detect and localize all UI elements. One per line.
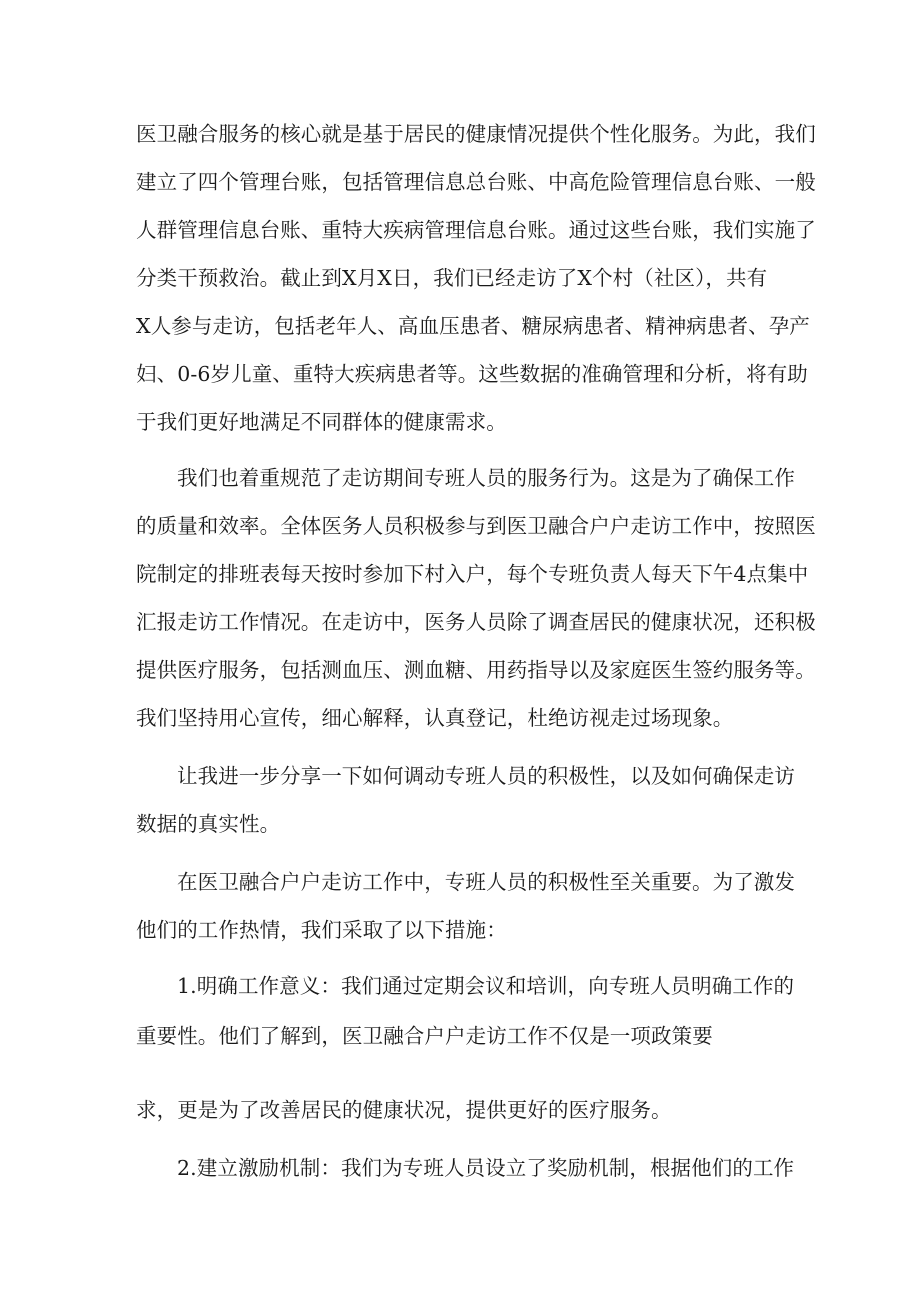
text-line: 我们也着重规范了走访期间专班人员的服务行为。这是为了确保工作 xyxy=(177,466,795,490)
text-line: 于我们更好地满足不同群体的健康需求。 xyxy=(136,410,507,434)
text-line: 求，更是为了改善居民的健康状况，提供更好的医疗服务。 xyxy=(136,1098,672,1122)
text-line: 我们坚持用心宣传，细心解释，认真登记，杜绝访视走过场现象。 xyxy=(136,706,734,730)
text-line: 人群管理信息台账、重特大疾病管理信息台账。通过这些台账，我们实施了 xyxy=(136,218,816,242)
text-line: 妇、0-6岁儿童、重特大疾病患者等。这些数据的准确管理和分析，将有助 xyxy=(136,362,808,386)
text-line: 重要性。他们了解到，医卫融合户户走访工作不仅是一项政策要 xyxy=(136,1024,713,1048)
text-line: 提供医疗服务，包括测血压、测血糖、用药指导以及家庭医生签约服务等。 xyxy=(136,658,816,682)
text-line: 让我进一步分享一下如何调动专班人员的积极性，以及如何确保走访 xyxy=(177,764,795,788)
text-line: 建立了四个管理台账，包括管理信息总台账、中高危险管理信息台账、一般 xyxy=(136,170,816,194)
text-line: 数据的真实性。 xyxy=(136,812,281,836)
text-line: 分类干预救治。截止到X月X日，我们已经走访了X个村（社区），共有 xyxy=(136,266,768,290)
text-line: 他们的工作热情，我们采取了以下措施： xyxy=(136,918,507,942)
text-line: 汇报走访工作情况。在走访中，医务人员除了调查居民的健康状况，还积极 xyxy=(136,610,816,634)
text-line: 1.明确工作意义：我们通过定期会议和培训，向专班人员明确工作的 xyxy=(177,974,795,998)
text-line: 院制定的排班表每天按时参加下村入户，每个专班负责人每天下午4点集中 xyxy=(136,562,809,586)
text-line: 的质量和效率。全体医务人员积极参与到医卫融合户户走访工作中，按照医 xyxy=(136,514,816,538)
text-line: X人参与走访，包括老年人、高血压患者、糖尿病患者、精神病患者、孕产 xyxy=(136,314,810,338)
text-line: 在医卫融合户户走访工作中，专班人员的积极性至关重要。为了激发 xyxy=(177,870,795,894)
text-line: 2.建立激励机制：我们为专班人员设立了奖励机制，根据他们的工作 xyxy=(177,1156,795,1180)
text-line: 医卫融合服务的核心就是基于居民的健康情况提供个性化服务。为此，我们 xyxy=(136,122,816,146)
